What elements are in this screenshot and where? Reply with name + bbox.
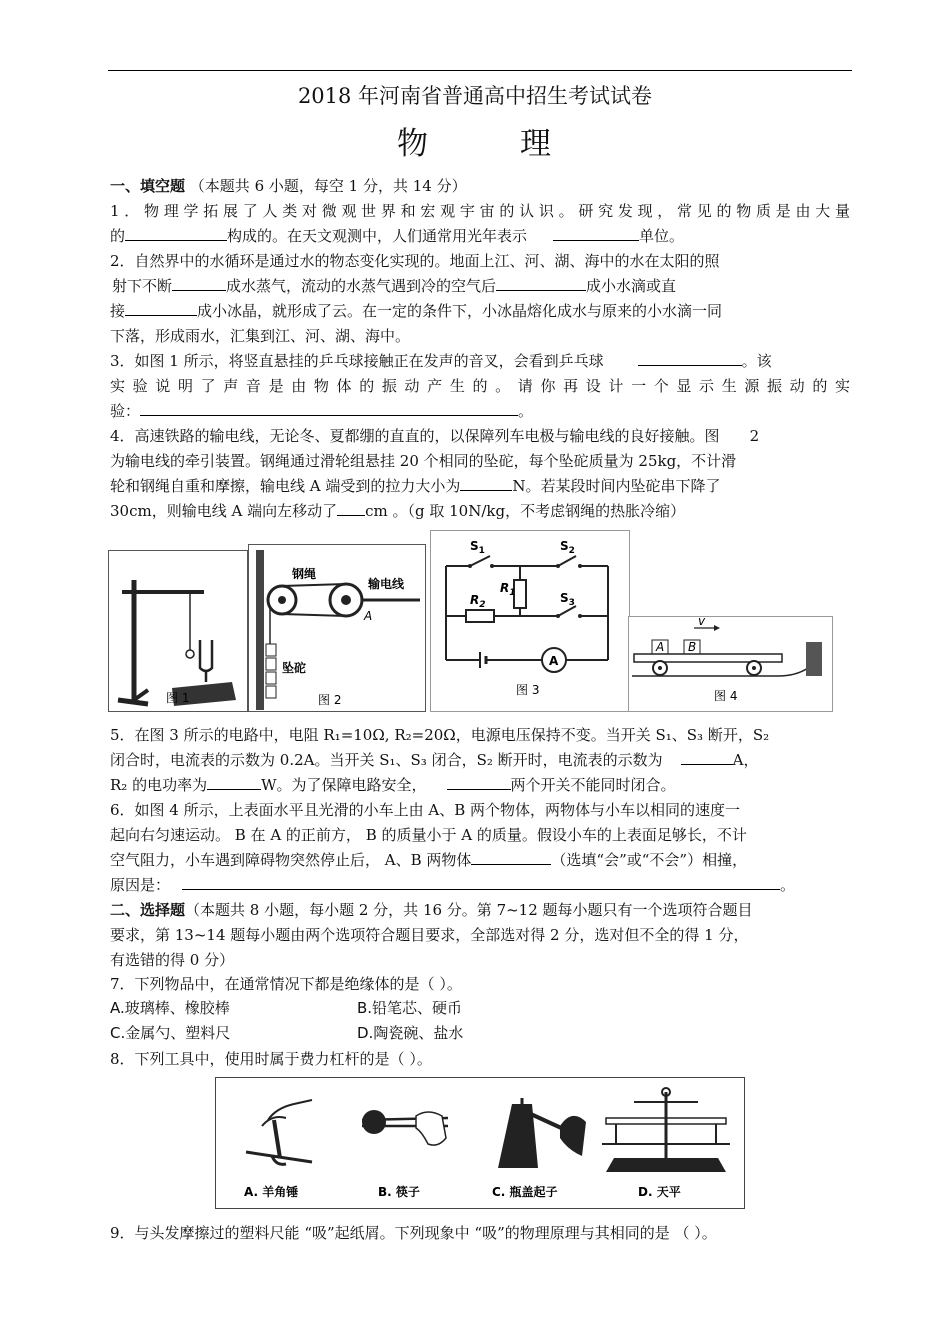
figures-strip	[108, 530, 833, 715]
q8-option-a-label[interactable]: A. 羊角锤	[244, 1185, 299, 1199]
q2-line4: 下落，形成雨水，汇集到江、河、湖、海中。	[110, 327, 411, 345]
label-power-line: 输电线	[368, 577, 405, 591]
q6-line2: 起向右匀速运动。 B 在 A 的正前方， B 的质量小于 A 的质量。假设小车的上表面足够长，不计	[110, 826, 747, 844]
q1-blank1[interactable]	[125, 224, 227, 241]
q3-line1: 3．如图 1 所示，将竖直悬挂的乒乓球接触正在发声的音叉，会看到乒乓球 。该	[110, 349, 850, 373]
q3-blank2[interactable]	[140, 399, 518, 416]
section1-header	[110, 174, 850, 198]
label-point-a: A	[364, 609, 373, 623]
exam-title: 2018 年河南省普通高中招生考试试卷	[297, 84, 653, 108]
q7-option-b[interactable]: B.铅笔芯、硬币	[357, 999, 463, 1017]
s3-label: S	[560, 591, 569, 605]
svg-text:S2: $S_2$	[560, 539, 575, 556]
q5-blank2[interactable]	[207, 773, 261, 790]
fig3-caption: 图 3	[516, 683, 540, 697]
label-steel-rope: 钢绳	[292, 567, 317, 581]
fig2-caption: 图 2	[318, 693, 342, 707]
section2-line2: 要求，第 13~14 题每小题由两个选项符合题目要求，全部选对得 2 分，选对但不全的得 1 分，	[110, 926, 749, 944]
q5-blank1[interactable]	[681, 748, 733, 765]
r1-label: R	[500, 581, 510, 595]
q5-blank3[interactable]	[447, 773, 511, 790]
header-rule	[108, 70, 852, 71]
q3-line3: 验： 。	[110, 399, 850, 423]
velocity-label: v	[698, 616, 706, 628]
q8-option-c-label[interactable]: C. 瓶盖起子	[492, 1185, 558, 1199]
figure-4-cart	[628, 616, 833, 712]
section1-note: （本题共 6 小题，每空 1 分，共 14 分）	[189, 177, 467, 195]
q2-blank1[interactable]	[172, 274, 226, 291]
q8-tools-drawing	[216, 1078, 744, 1208]
figure-3-circuit	[430, 530, 630, 712]
r2-label: R	[470, 593, 480, 607]
q5-line1: 5．在图 3 所示的电路中，电阻 R₁=10Ω, R₂=20Ω，电源电压保持不变。当开关 S₁、S₃ 断开，S₂	[110, 726, 770, 744]
q1-line2: 的 构成的。在天文观测中，人们通常用光年表示 单位。	[110, 224, 850, 248]
s2-label: S	[560, 539, 569, 553]
q7-stem: 7．下列物品中，在通常情况下都是绝缘体的是（ ）。	[110, 975, 462, 993]
claw-hammer-icon	[246, 1100, 312, 1164]
q6-blank2[interactable]	[182, 873, 780, 890]
q8-option-b-label[interactable]: B. 筷子	[378, 1185, 420, 1199]
q2-blank2[interactable]	[496, 274, 586, 291]
svg-text:R1: $R_1$	[500, 581, 516, 598]
q9-stem: 9．与头发摩擦过的塑料尺能 “吸”起纸屑。下列现象中 “吸”的物理原理与其相同的是 （ ）。	[110, 1224, 717, 1242]
subject-title: 物 理	[397, 126, 553, 162]
q4-blank2[interactable]	[337, 499, 365, 516]
bottle-opener-icon	[498, 1098, 586, 1168]
q6-line3: 空气阻力，小车遇到障碍物突然停止后， A、B 两物体 （选填“会”或“不会”）相撞，	[110, 848, 850, 872]
q4-line2: 为输电线的牵引装置。钢绳通过滑轮组悬挂 20 个相同的坠砣，每个坠砣质量为 25kg，不计滑	[110, 452, 737, 470]
q5-line2: 闭合时，电流表的示数为 0.2A。当开关 S₁、S₃ 闭合，S₂ 断开时，电流表的示数为 A，	[110, 748, 850, 772]
q6-blank1[interactable]	[471, 848, 551, 865]
q4-line1: 4．高速铁路的输电线，无论冬、夏都绷的直直的，以保障列车电极与输电线的良好接触。图 2	[110, 427, 760, 445]
q7-option-d[interactable]: D.陶瓷碗、盐水	[357, 1024, 464, 1042]
block-a-label: A	[656, 640, 665, 654]
fig1-caption: 图 1	[166, 691, 190, 705]
q8-option-d-label[interactable]: D. 天平	[638, 1185, 681, 1199]
q6-line4: 原因是： 。	[110, 873, 850, 897]
svg-text:S3: $S_3$	[560, 591, 575, 608]
q4-line4: 30cm，则输电线 A 端向左移动了 cm 。（g 取 10N/kg，不考虑钢绳的热胀冷缩）	[110, 499, 850, 523]
section2-heading: 二、选择题	[110, 901, 186, 919]
section2-line1: 二、选择题（本题共 8 小题，每小题 2 分，共 16 分。第 7~12 题每小题只有一个选项符合题目	[110, 901, 753, 919]
q2-line1: 2．自然界中的水循环是通过水的物态变化实现的。地面上江、河、湖、海中的水在太阳的照	[110, 252, 720, 270]
q1-line1: 1．物理学拓展了人类对微观世界和宏观宇宙的认识。研究发现，常见的物质是由大量	[110, 202, 850, 220]
block-b-label: B	[688, 640, 697, 654]
q5-line3: R₂ 的电功率为 W。为了保障电路安全， 两个开关不能同时闭合。	[110, 773, 850, 797]
q2-line2: 射下不断 成水蒸气，流动的水蒸气遇到冷的空气后 成小水滴或直	[112, 274, 852, 298]
q4-line3: 轮和钢绳自重和摩擦，输电线 A 端受到的拉力大小为 N。若某段时间内坠砣串下降了	[110, 474, 850, 498]
q8-stem: 8．下列工具中，使用时属于费力杠杆的是（ ）。	[110, 1050, 432, 1068]
s1-label: S	[470, 539, 479, 553]
svg-text:S1: $S_1$	[470, 539, 485, 556]
figure-1	[108, 550, 248, 712]
q8-tools-figure	[215, 1077, 745, 1209]
balance-scale-icon	[602, 1088, 730, 1172]
section1-heading: 一、填空题	[110, 177, 186, 195]
q2-blank3[interactable]	[125, 299, 197, 316]
q7-option-c[interactable]: C.金属勺、塑料尺	[110, 1024, 231, 1042]
q6-line1: 6．如图 4 所示，上表面水平且光滑的小车上由 A、B 两个物体，两物体与小车以相同的速度一	[110, 801, 741, 819]
figure-2	[248, 544, 426, 712]
q1-blank2[interactable]	[553, 224, 639, 241]
svg-text:R2: $R_2$	[470, 593, 486, 610]
fig4-caption: 图 4	[714, 689, 738, 703]
q7-option-a[interactable]: A.玻璃棒、橡胶棒	[110, 999, 230, 1017]
label-weight: 坠砣	[282, 661, 307, 675]
q3-line2: 实验说明了声音是由物体的振动产生的。请你再设计一个显示生源振动的实	[110, 377, 850, 395]
q3-blank1[interactable]	[638, 349, 742, 366]
q4-blank1[interactable]	[460, 474, 512, 491]
chopsticks-icon	[362, 1110, 448, 1145]
ammeter-label: A	[549, 654, 559, 668]
section2-line3: 有选错的得 0 分）	[110, 951, 235, 969]
q2-line3: 接 成小冰晶，就形成了云。在一定的条件下，小冰晶熔化成水与原来的小水滴一同	[110, 299, 850, 323]
